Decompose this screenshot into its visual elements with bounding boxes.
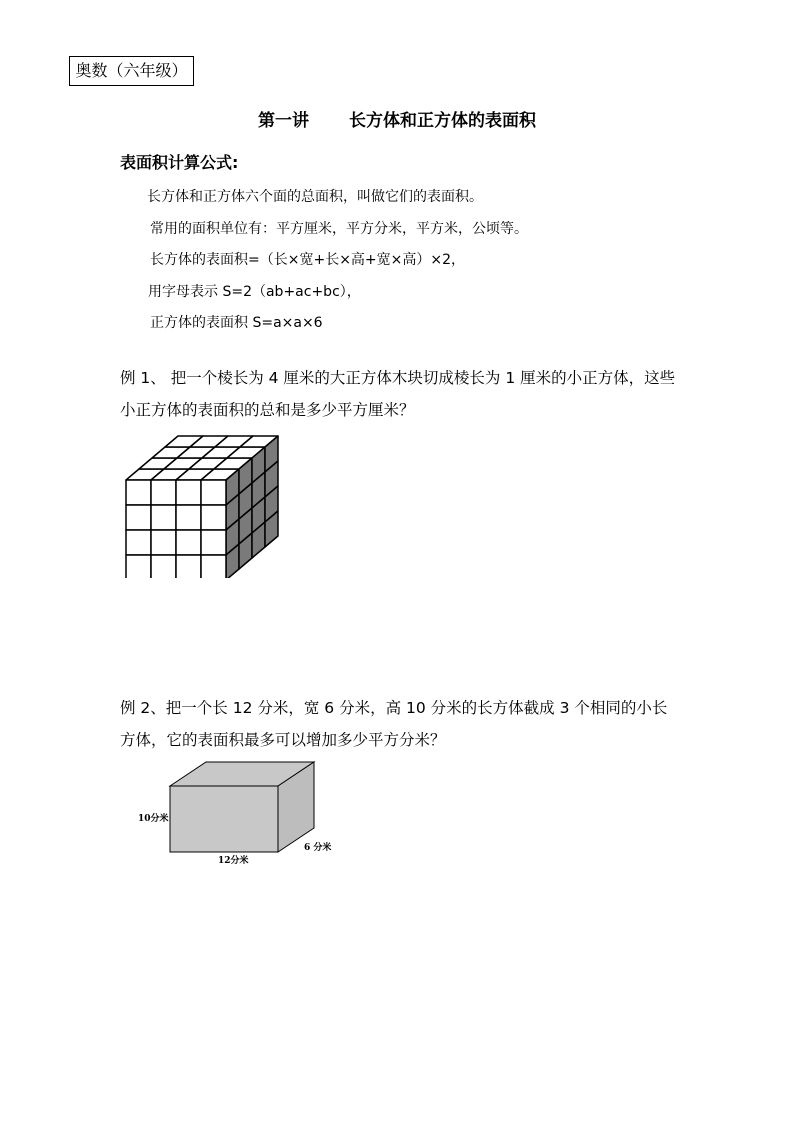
cube-front-cell bbox=[126, 555, 151, 578]
box-width-label: 6 分米 bbox=[304, 843, 332, 853]
formula-line: 长方体的表面积=（长×宽+长×高+宽×高）×2， bbox=[150, 252, 466, 268]
cube-front-cell bbox=[176, 505, 201, 530]
lecture-title bbox=[0, 106, 794, 131]
cube-front-cell bbox=[151, 505, 176, 530]
cube-front-cell bbox=[176, 530, 201, 555]
cube-front-cell bbox=[201, 555, 226, 578]
grade-badge: 奥数（六年级） bbox=[69, 56, 194, 86]
formula-line: 常用的面积单位有：平方厘米，平方分米，平方米，公顷等。 bbox=[150, 221, 528, 237]
lecture-topic: 长方体和正方体的表面积 bbox=[349, 111, 536, 131]
formula-heading: 表面积计算公式: bbox=[120, 153, 239, 172]
cube-front-cell bbox=[126, 505, 151, 530]
box-length-label: 12分米 bbox=[218, 856, 249, 866]
box-height-label: 10分米 bbox=[138, 814, 169, 824]
cube-front-cell bbox=[176, 555, 201, 578]
cube-front-cell bbox=[201, 480, 226, 505]
box-figure bbox=[130, 752, 340, 876]
cube-front-cell bbox=[126, 530, 151, 555]
formula-line: 正方体的表面积 S=a×a×6 bbox=[150, 315, 323, 331]
formula-line: 用字母表示 S=2（ab+ac+bc）， bbox=[148, 284, 361, 300]
lecture-number: 第一讲 bbox=[258, 111, 309, 131]
cube-front-cell bbox=[126, 480, 151, 505]
box-front-face bbox=[170, 786, 278, 852]
cube-front-cell bbox=[151, 480, 176, 505]
formula-line: 长方体和正方体六个面的总面积，叫做它们的表面积。 bbox=[147, 189, 483, 205]
example-2-text: 例 2、把一个长 12 分米，宽 6 分米，高 10 分米的长方体截成 3 个相同的小长方体，它的表面积最多可以增加多少平方分米？ bbox=[120, 699, 668, 749]
cube-front-cell bbox=[176, 480, 201, 505]
cube-front-cell bbox=[201, 505, 226, 530]
cube-front-cell bbox=[201, 530, 226, 555]
cube-front-cell bbox=[151, 530, 176, 555]
cube-figure bbox=[118, 428, 288, 578]
example-1-text: 例 1、 把一个棱长为 4 厘米的大正方体木块切成棱长为 1 厘米的小正方体，这些小正方体的表面积的总和是多少平方厘米？ bbox=[120, 369, 676, 419]
cube-front-cell bbox=[151, 555, 176, 578]
